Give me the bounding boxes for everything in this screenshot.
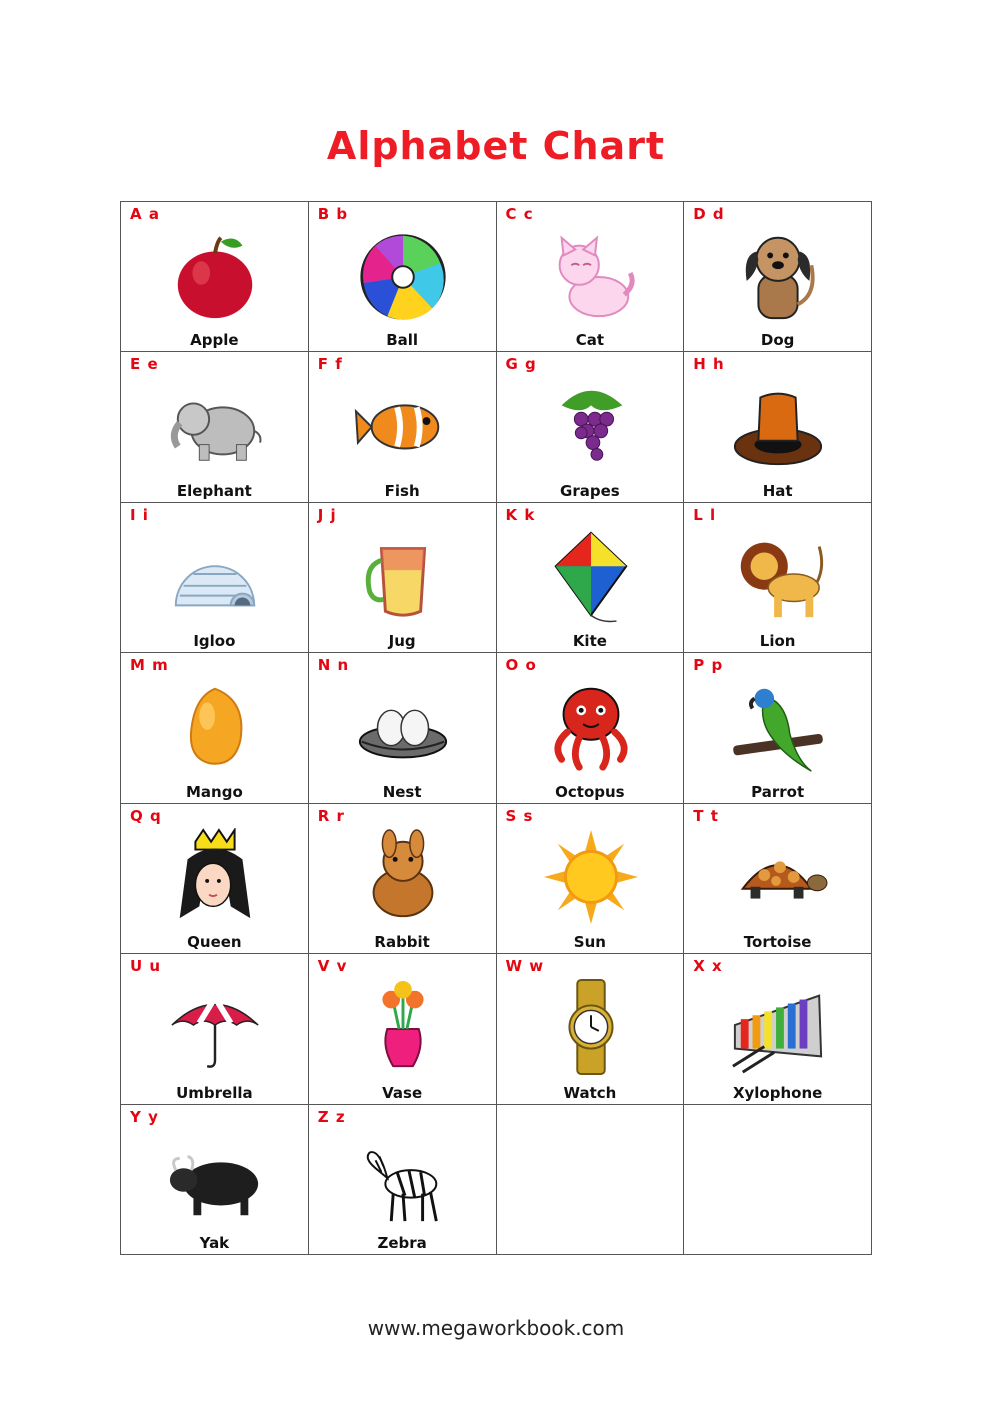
alphabet-cell-sun — [497, 804, 685, 954]
word-label: Ball — [386, 331, 419, 350]
alphabet-cell-ball — [309, 202, 497, 352]
word-label: Mango — [185, 782, 243, 801]
alphabet-cell-mango — [121, 653, 309, 803]
yak-icon — [165, 1129, 265, 1227]
alphabet-cell-grapes — [497, 352, 685, 502]
word-label: Dog — [760, 331, 795, 350]
tortoise-icon — [728, 828, 828, 926]
alphabet-cell-lion — [684, 503, 872, 653]
alphabet-cell-fish — [309, 352, 497, 502]
page-title: Alphabet Chart — [326, 124, 666, 168]
jug-icon — [353, 527, 453, 625]
word-label: Parrot — [751, 782, 805, 801]
word-label: Zebra — [377, 1234, 427, 1252]
alphabet-cell-tortoise — [684, 804, 872, 954]
letter-label: O o — [505, 656, 537, 675]
alphabet-cell-rabbit — [309, 804, 497, 954]
alphabet-cell-kite — [497, 503, 685, 653]
lion-icon — [728, 527, 828, 625]
cat-icon — [541, 226, 641, 324]
alphabet-cell-nest — [309, 653, 497, 803]
alphabet-cell-yak — [121, 1105, 309, 1255]
word-label: Tortoise — [743, 933, 812, 952]
word-label: Cat — [575, 331, 605, 350]
letter-label: Y y — [130, 1107, 159, 1126]
letter-label: U u — [130, 957, 162, 976]
alphabet-cell-watch — [497, 954, 685, 1104]
word-label: Xylophone — [732, 1083, 823, 1102]
word-label: Hat — [762, 481, 793, 500]
letter-label: G g — [505, 355, 537, 374]
letter-label: S s — [505, 806, 534, 825]
letter-label: P p — [693, 656, 724, 675]
word-label: Rabbit — [374, 933, 430, 952]
queen-icon — [165, 828, 265, 926]
fish-icon — [353, 376, 453, 474]
letter-label: I i — [130, 505, 149, 524]
letter-label: V v — [317, 957, 348, 976]
hat-icon — [728, 376, 828, 474]
letter-label: A a — [130, 205, 160, 223]
alphabet-cell-apple — [121, 202, 309, 352]
word-label: Igloo — [193, 632, 236, 651]
alphabet-cell-octopus — [497, 653, 685, 803]
word-label: Grapes — [560, 481, 620, 500]
letter-label: R r — [317, 806, 345, 825]
ball-icon — [353, 226, 453, 324]
watch-icon — [541, 978, 641, 1076]
alphabet-cell-xylophone — [684, 954, 872, 1104]
umbrella-icon — [165, 978, 265, 1076]
word-label: Vase — [382, 1083, 423, 1102]
word-label: Apple — [190, 331, 239, 350]
alphabet-cell-dog — [684, 202, 872, 352]
word-label: Yak — [199, 1234, 230, 1252]
grapes-icon — [541, 376, 641, 474]
vase-icon — [353, 978, 453, 1076]
octopus-icon — [541, 677, 641, 775]
alphabet-grid — [120, 201, 872, 1255]
letter-label: J j — [317, 505, 337, 524]
alphabet-cell-vase — [309, 954, 497, 1104]
empty-cell — [497, 1105, 685, 1255]
word-label: Fish — [384, 481, 420, 500]
kite-icon — [541, 527, 641, 625]
word-label: Umbrella — [176, 1083, 253, 1102]
zebra-icon — [353, 1129, 453, 1227]
word-label: Queen — [187, 933, 242, 952]
letter-label: D d — [693, 205, 725, 223]
letter-label: B b — [317, 205, 349, 223]
xylophone-icon — [728, 978, 828, 1076]
alphabet-cell-queen — [121, 804, 309, 954]
letter-label: Z z — [317, 1107, 346, 1126]
mango-icon — [165, 677, 265, 775]
letter-label: T t — [693, 806, 719, 825]
alphabet-cell-zebra — [309, 1105, 497, 1255]
letter-label: K k — [505, 505, 536, 524]
alphabet-cell-jug — [309, 503, 497, 653]
parrot-icon — [728, 677, 828, 775]
word-label: Elephant — [176, 481, 252, 500]
letter-label: W w — [505, 957, 545, 976]
footer-url: www.megaworkbook.com — [367, 1316, 625, 1340]
dog-icon — [728, 226, 828, 324]
word-label: Jug — [388, 632, 416, 651]
nest-icon — [353, 677, 453, 775]
sun-icon — [541, 828, 641, 926]
letter-label: F f — [317, 355, 343, 374]
letter-label: Q q — [130, 806, 162, 825]
elephant-icon — [165, 376, 265, 474]
empty-cell — [684, 1105, 872, 1255]
word-label: Kite — [572, 632, 607, 651]
igloo-icon — [165, 527, 265, 625]
letter-label: H h — [693, 355, 725, 374]
word-label: Sun — [573, 933, 606, 952]
letter-label: N n — [317, 656, 350, 675]
alphabet-cell-parrot — [684, 653, 872, 803]
alphabet-cell-cat — [497, 202, 685, 352]
letter-label: M m — [130, 656, 169, 675]
alphabet-cell-hat — [684, 352, 872, 502]
apple-icon — [165, 226, 265, 324]
letter-label: X x — [693, 957, 723, 976]
letter-label: C c — [505, 205, 534, 223]
alphabet-cell-elephant — [121, 352, 309, 502]
letter-label: E e — [130, 355, 159, 374]
rabbit-icon — [353, 828, 453, 926]
word-label: Octopus — [555, 782, 625, 801]
alphabet-cell-igloo — [121, 503, 309, 653]
word-label: Nest — [382, 782, 422, 801]
letter-label: L l — [693, 505, 717, 524]
word-label: Watch — [563, 1083, 617, 1102]
alphabet-cell-umbrella — [121, 954, 309, 1104]
word-label: Lion — [759, 632, 796, 651]
